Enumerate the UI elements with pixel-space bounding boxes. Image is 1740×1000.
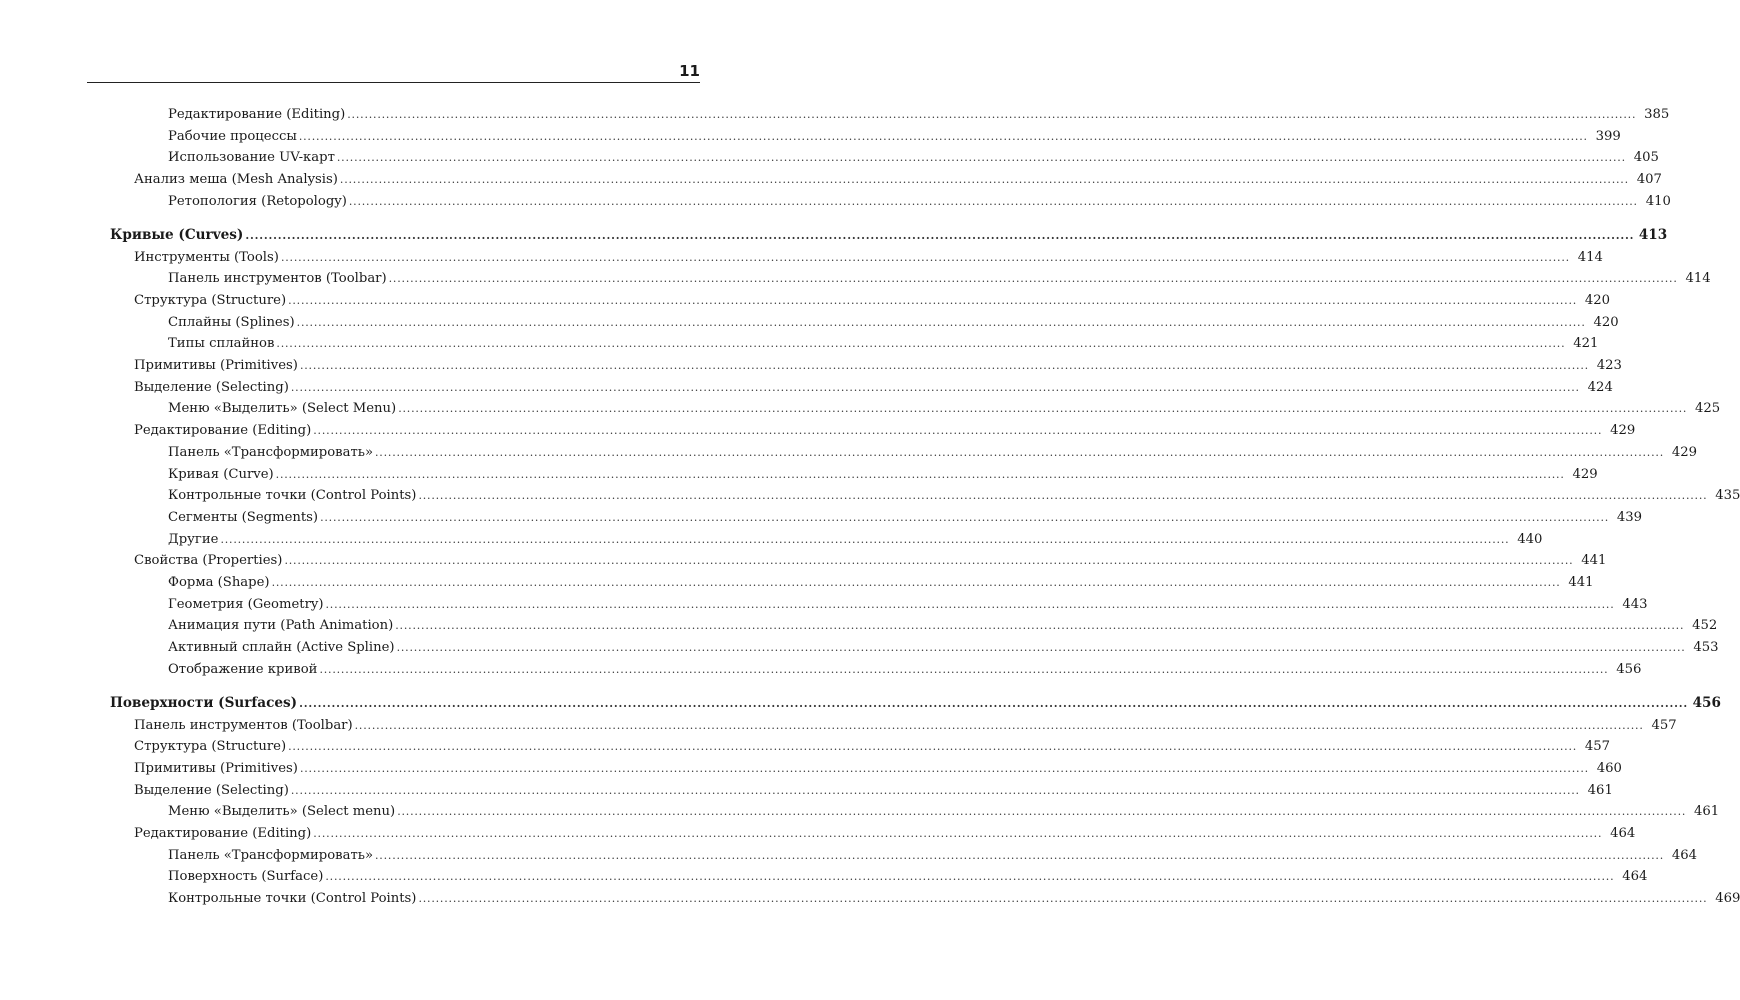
toc-subsection — [0, 572, 1594, 594]
toc-entry-title: Другие — [168, 531, 219, 547]
toc-leader-dots: ............................................................................................................................................................................................................................................................................................................ — [290, 783, 1580, 797]
toc-entry-title: Редактирование (Editing) — [168, 107, 346, 122]
toc-leader-dots: ............................................................................................................................................................................................................................................................................................................ — [320, 510, 1610, 524]
toc-entry-title: Структура (Structure) — [134, 739, 287, 755]
toc-entry-title: Меню «Выделить» (Select menu) — [168, 804, 396, 820]
toc-chapter — [0, 225, 1668, 247]
toc-entry-page: 464 — [1610, 826, 1636, 841]
toc-subsection — [0, 464, 1598, 486]
toc-leader-dots: ............................................................................................................................................................................................................................................................................................................ — [375, 445, 1664, 459]
toc-leader-dots: ............................................................................................................................................................................................................................................................................................................ — [220, 532, 1510, 546]
toc-subsection — [0, 845, 1697, 867]
toc-subsection — [0, 312, 1619, 334]
toc-entry-title: Структура (Structure) — [134, 293, 287, 308]
toc-entry-page: 464 — [1671, 847, 1697, 863]
toc-leader-dots: ............................................................................................................................................................................................................................................................................................................ — [288, 294, 1578, 307]
toc-entry-title: Примитивы (Primitives) — [134, 760, 298, 776]
toc-section — [0, 377, 1613, 399]
toc-entry-title: Выделение (Selecting) — [134, 782, 289, 798]
toc-entry-page: 456 — [1692, 694, 1721, 711]
toc-subsection — [0, 507, 1643, 529]
toc-section — [0, 355, 1622, 377]
toc-entry-title: Панель «Трансформировать» — [168, 444, 374, 460]
toc-entry-page: 425 — [1695, 401, 1721, 417]
toc-entry-page: 456 — [1616, 661, 1642, 677]
toc-leader-dots: ............................................................................................................................................................................................................................................................................................................ — [280, 250, 1570, 264]
toc-entry-page: 420 — [1593, 314, 1619, 330]
toc-entry-title: Поверхность (Surface) — [168, 869, 324, 885]
toc-section — [0, 290, 1611, 312]
toc-subsection — [0, 333, 1599, 355]
toc-subsection — [0, 801, 1720, 823]
toc-subsection — [0, 398, 1721, 420]
toc-subsection — [0, 615, 1718, 637]
toc-leader-dots: ............................................................................................................................................................................................................................................................................................................ — [313, 827, 1603, 840]
toc-entry-page: 460 — [1596, 760, 1622, 776]
toc-entry-page: 435 — [1715, 488, 1740, 504]
toc-leader-dots: ............................................................................................................................................................................................................................................................................................................ — [313, 424, 1603, 438]
header-rule — [87, 82, 700, 83]
toc-entry-page: 413 — [1638, 226, 1668, 243]
toc-entry-page: 405 — [1633, 150, 1659, 166]
toc-subsection — [0, 888, 1740, 910]
toc-entry-page: 407 — [1636, 172, 1662, 188]
toc-leader-dots: ............................................................................................................................................................................................................................................................................................................ — [276, 337, 1566, 351]
toc-entry-title: Редактирование (Editing) — [134, 826, 312, 841]
toc-leader-dots: ............................................................................................................................................................................................................................................................................................................ — [336, 151, 1626, 165]
toc-leader-dots: ............................................................................................................................................................................................................................................................................................................ — [395, 619, 1685, 633]
toc-entry-title: Кривые (Curves) — [110, 226, 244, 243]
toc-entry-page: 461 — [1587, 782, 1613, 798]
toc-entry-page: 423 — [1596, 358, 1622, 374]
toc-entry-page: 420 — [1584, 293, 1611, 308]
toc-entry-title: Типы сплайнов — [168, 336, 275, 352]
toc-leader-dots: ............................................................................................................................................................................................................................................................................................................ — [298, 129, 1588, 143]
toc-section — [0, 736, 1611, 758]
toc-entry-page: 424 — [1587, 379, 1613, 395]
toc-leader-dots: ............................................................................................................................................................................................................................................................................................................ — [284, 554, 1574, 568]
toc-entry-page: 443 — [1622, 596, 1648, 612]
toc-leader-dots: ............................................................................................................................................................................................................................................................................................................ — [375, 848, 1664, 862]
toc-section — [0, 420, 1636, 442]
toc-subsection — [0, 659, 1642, 681]
toc-entry-page: 399 — [1595, 128, 1621, 144]
toc-entry-title: Панель инструментов (Toolbar) — [134, 717, 353, 733]
toc-entry-page: 457 — [1584, 739, 1611, 755]
toc-section — [0, 758, 1622, 780]
toc-entry-title: Свойства (Properties) — [134, 553, 283, 569]
toc-entry-page: 452 — [1692, 618, 1718, 634]
toc-section — [0, 247, 1603, 269]
toc-entry-title: Примитивы (Primitives) — [134, 358, 298, 374]
toc-subsection — [0, 126, 1621, 148]
toc-subsection — [0, 485, 1740, 507]
page-number: 11 — [679, 62, 700, 80]
table-of-contents — [0, 104, 1740, 910]
toc-entry-title: Сегменты (Segments) — [168, 509, 319, 525]
toc-entry-title: Контрольные точки (Control Points) — [168, 891, 417, 907]
toc-entry-page: 429 — [1572, 466, 1598, 482]
toc-section — [0, 823, 1636, 845]
toc-entry-title: Меню «Выделить» (Select Menu) — [168, 401, 397, 417]
toc-leader-dots: ............................................................................................................................................................................................................................................................................................................ — [339, 173, 1629, 187]
toc-subsection — [0, 594, 1648, 616]
toc-entry-page: 464 — [1622, 869, 1648, 885]
toc-entry-page: 421 — [1573, 336, 1599, 352]
toc-entry-title: Выделение (Selecting) — [134, 379, 289, 395]
toc-entry-page: 414 — [1577, 249, 1603, 265]
toc-entry-page: 453 — [1693, 640, 1719, 655]
toc-subsection — [0, 191, 1671, 213]
toc-entry-page: 429 — [1671, 444, 1697, 460]
toc-entry-page: 457 — [1651, 717, 1677, 733]
toc-entry-page: 410 — [1645, 193, 1671, 209]
toc-leader-dots: ............................................................................................................................................................................................................................................................................................................ — [354, 718, 1644, 732]
toc-leader-dots: ............................................................................................................................................................................................................................................................................................................ — [325, 597, 1615, 611]
toc-section — [0, 169, 1662, 191]
toc-leader-dots: ............................................................................................................................................................................................................................................................................................................ — [418, 489, 1708, 503]
toc-entry-title: Редактирование (Editing) — [134, 423, 312, 439]
toc-section — [0, 550, 1607, 572]
toc-entry-page: 439 — [1616, 509, 1643, 525]
toc-leader-dots: ............................................................................................................................................................................................................................................................................................................ — [271, 575, 1561, 589]
toc-entry-title: Сплайны (Splines) — [168, 314, 295, 330]
toc-entry-title: Использование UV-карт — [168, 150, 335, 166]
toc-subsection — [0, 104, 1670, 126]
toc-entry-page: 414 — [1685, 271, 1711, 287]
toc-entry-title: Кривая (Curve) — [168, 466, 274, 482]
toc-leader-dots: ............................................................................................................................................................................................................................................................................................................ — [288, 740, 1578, 754]
toc-entry-page: 429 — [1610, 423, 1636, 439]
toc-entry-title: Рабочие процессы — [168, 128, 297, 144]
toc-subsection — [0, 866, 1648, 888]
toc-entry-page: 441 — [1568, 574, 1594, 590]
toc-entry-title: Контрольные точки (Control Points) — [168, 488, 417, 504]
toc-entry-page: 385 — [1644, 107, 1670, 122]
toc-entry-title: Активный сплайн (Active Spline) — [168, 640, 395, 655]
toc-leader-dots: ............................................................................................................................................................................................................................................................................................................ — [296, 315, 1586, 329]
toc-chapter — [0, 693, 1721, 715]
toc-leader-dots: ............................................................................................................................................................................................................................................................................................................ — [275, 467, 1565, 481]
toc-leader-dots: ............................................................................................................................................................................................................................................................................................................ — [398, 402, 1688, 416]
toc-leader-dots: ............................................................................................................................................................................................................................................................................................................ — [290, 380, 1580, 394]
toc-leader-dots: ............................................................................................................................................................................................................................................................................................................ — [396, 641, 1686, 654]
toc-entry-page: 469 — [1715, 891, 1740, 907]
toc-leader-dots: ............................................................................................................................................................................................................................................................................................................ — [347, 108, 1637, 121]
toc-leader-dots: ............................................................................................................................................................................................................................................................................................................ — [325, 870, 1615, 884]
toc-leader-dots: ............................................................................................................................................................................................................................................................................................................ — [299, 359, 1589, 373]
toc-entry-page: 440 — [1517, 531, 1543, 547]
toc-entry-title: Панель «Трансформировать» — [168, 847, 374, 863]
toc-entry-page: 461 — [1694, 804, 1720, 820]
toc-leader-dots: ............................................................................................................................................................................................................................................................................................................ — [418, 892, 1708, 906]
toc-subsection — [0, 529, 1543, 551]
toc-leader-dots: ............................................................................................................................................................................................................................................................................................................ — [348, 194, 1638, 208]
toc-leader-dots: ............................................................................................................................................................................................................................................................................................................ — [299, 696, 1688, 710]
toc-entry-title: Панель инструментов (Toolbar) — [168, 271, 387, 287]
toc-entry-title: Поверхности (Surfaces) — [110, 694, 298, 711]
toc-entry-title: Анимация пути (Path Animation) — [168, 618, 394, 634]
toc-entry-title: Ретопология (Retopology) — [168, 193, 347, 209]
toc-subsection — [0, 637, 1719, 659]
toc-leader-dots: ............................................................................................................................................................................................................................................................................................................ — [388, 272, 1678, 286]
toc-entry-title: Форма (Shape) — [168, 574, 270, 590]
toc-entry-title: Геометрия (Geometry) — [168, 596, 324, 612]
toc-leader-dots: ............................................................................................................................................................................................................................................................................................................ — [397, 805, 1687, 819]
toc-entry-page: 441 — [1581, 553, 1607, 569]
toc-entry-title: Инструменты (Tools) — [134, 249, 279, 265]
toc-leader-dots: ............................................................................................................................................................................................................................................................................................................ — [299, 761, 1589, 775]
toc-leader-dots: ............................................................................................................................................................................................................................................................................................................ — [319, 662, 1609, 676]
toc-section — [0, 780, 1613, 802]
toc-section — [0, 715, 1677, 737]
toc-entry-title: Анализ меша (Mesh Analysis) — [134, 172, 338, 188]
toc-subsection — [0, 268, 1711, 290]
toc-entry-title: Отображение кривой — [168, 661, 318, 677]
toc-leader-dots: ............................................................................................................................................................................................................................................................................................................ — [245, 228, 1635, 242]
toc-subsection — [0, 147, 1659, 169]
toc-subsection — [0, 442, 1697, 464]
